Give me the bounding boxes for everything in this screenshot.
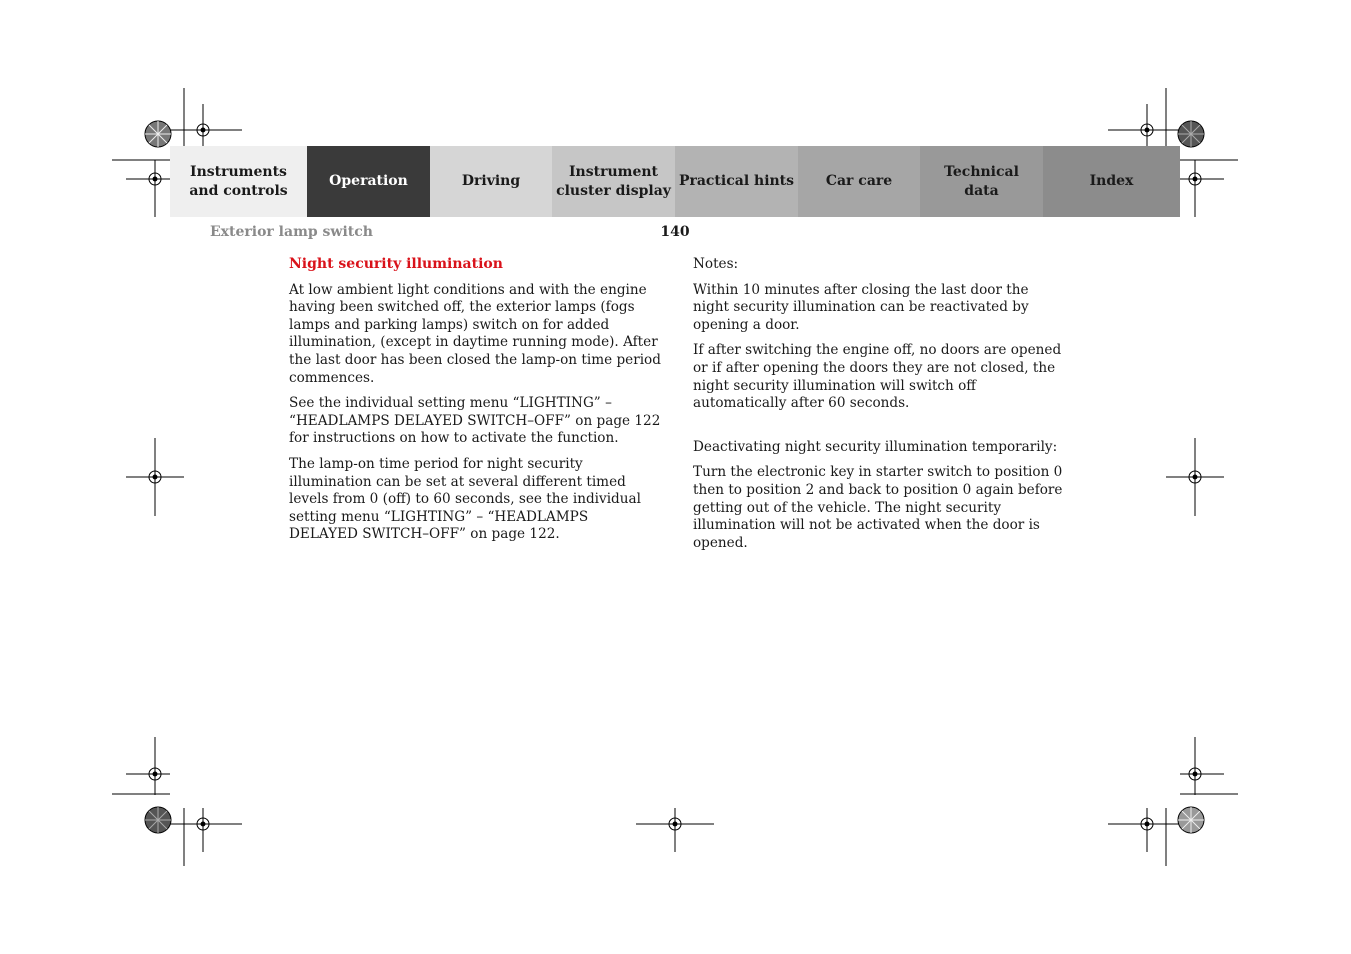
tab-index[interactable] [1043,146,1180,217]
tab-technical-data[interactable] [920,146,1043,217]
registration-star-tl [145,121,171,147]
tab-driving[interactable] [430,146,552,217]
tab-label-line1: Driving [461,173,521,189]
tab-operation[interactable] [307,146,430,217]
body-paragraph: At low ambient light conditions and with the engine having been switched off, the exterior lamps (fogs lamps and parking lamps) switch on for added illumination, (except in daytime running mode). After the last door has been closed the lamp-on time period commences. [289,281,661,386]
section-title: Exterior lamp switch [210,224,373,240]
tab-label-line2: cluster display [556,182,671,199]
chapter-nav [170,146,1180,217]
tab-label-line1: Instruments [190,163,287,180]
tab-label-line2: data [964,182,999,199]
tab-car-care[interactable] [798,146,920,217]
deactivate-heading: Deactivating night security illumination temporarily: [693,438,1058,455]
page-number: 140 [660,224,690,240]
body-paragraph: The lamp-on time period for night security illumination can be set at several different timed levels from 0 (off) to 60 seconds, see the individual setting menu “LIGHTING” – “HEADLAMPS DELAYED SWITCH–OFF” on page 122. [289,455,641,543]
tab-label-line1: Operation [329,173,408,189]
deactivate-paragraph: Turn the electronic key in starter switch to position 0 then to position 2 and back to position 0 again before getting out of the vehicle. The night security illumination will not be activated when the door is opened. [693,464,1063,551]
tab-label-line1: Technical [944,163,1019,180]
tab-label-line1: Car care [825,173,893,189]
registration-star-br [1178,807,1204,833]
body-paragraph: See the individual setting menu “LIGHTING” – “HEADLAMPS DELAYED SWITCH–OFF” on page 122 for instructions on how to activate the function. [289,395,661,447]
registration-star-bl [145,807,171,833]
tab-label-line2: and controls [189,182,288,199]
left-column [289,256,661,552]
note-paragraph: If after switching the engine off, no doors are opened or if after opening the doors they are not closed, the night security illumination will switch off automatically after 60 seconds. [693,342,1062,412]
right-column [693,256,1065,560]
registration-star-tr [1178,121,1204,147]
tab-label-line1: Practical hints [678,173,795,189]
notes-label: Notes: [693,256,739,272]
spacer [693,421,1065,439]
tab-instrument-cluster-display[interactable] [552,146,675,217]
tab-label-line1: Index [1089,173,1134,189]
note-paragraph: Within 10 minutes after closing the last door the night security illumination can be reactivated by opening a door. [693,281,1029,333]
tab-practical-hints[interactable] [675,146,798,217]
section-heading: Night security illumination [289,256,503,272]
tab-label-line1: Instrument [569,163,658,180]
tab-instruments-and-controls[interactable] [170,146,307,217]
